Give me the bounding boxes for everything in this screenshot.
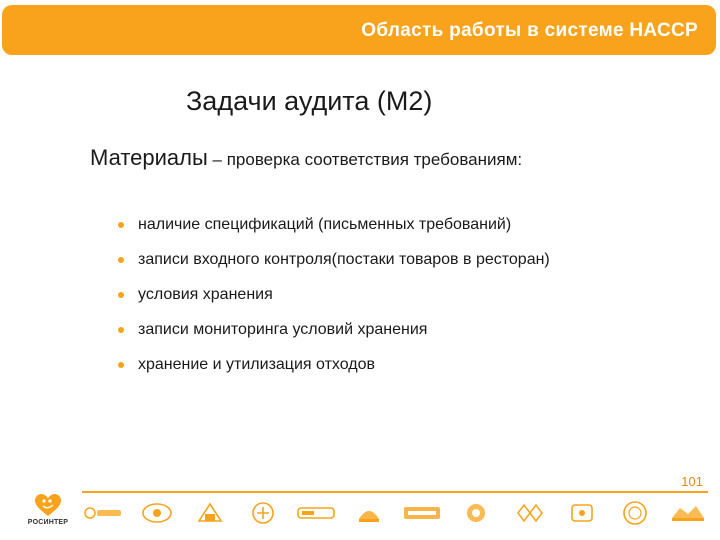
bullet-list	[118, 207, 550, 382]
bullet-dot-icon	[118, 222, 124, 228]
bullet-dot-icon	[118, 362, 124, 368]
partner-logo-8-icon	[456, 500, 496, 526]
bullet-item	[118, 347, 550, 382]
bullet-dot-icon	[118, 257, 124, 263]
brand-name: РОСИНТЕР	[27, 519, 69, 526]
bullet-text: записи входного контроля(постаки товаров в ресторан)	[138, 250, 550, 268]
footer-divider	[82, 491, 708, 493]
header-bar	[2, 5, 716, 55]
bullet-dot-icon	[118, 292, 124, 298]
bullet-item	[118, 207, 550, 242]
bullet-text: записи мониторинга условий хранения	[138, 320, 428, 338]
partner-logos	[84, 496, 708, 530]
subtitle-lead: Материалы	[90, 145, 208, 170]
bullet-dot-icon	[118, 327, 124, 333]
partner-logo-7-icon	[402, 500, 442, 526]
partner-logo-5-icon	[296, 500, 336, 526]
brand-logo	[20, 492, 76, 536]
page-number: 101	[681, 474, 703, 489]
header-title: Область работы в системе НАССР	[361, 20, 698, 41]
partner-logo-11-icon	[615, 500, 655, 526]
slide-title: Задачи аудита (М2)	[186, 86, 433, 116]
subtitle-rest: – проверка соответствия требованиям:	[207, 150, 523, 169]
bullet-text: хранение и утилизация отходов	[138, 355, 375, 373]
subtitle	[90, 145, 522, 171]
partner-logo-2-icon	[137, 500, 177, 526]
partner-logo-6-icon	[349, 500, 389, 526]
heart-logo-icon	[34, 493, 62, 517]
bullet-item	[118, 312, 550, 347]
bullet-item	[118, 277, 550, 312]
partner-logo-4-icon	[243, 500, 283, 526]
patio-logo-icon	[84, 500, 124, 526]
partner-logo-3-icon	[190, 500, 230, 526]
partner-logo-9-icon	[509, 500, 549, 526]
partner-logo-10-icon	[562, 500, 602, 526]
bullet-item	[118, 242, 550, 277]
partner-logo-12-icon	[668, 500, 708, 526]
bullet-text: наличие спецификаций (письменных требований)	[138, 215, 512, 233]
bullet-text: условия хранения	[138, 285, 273, 303]
